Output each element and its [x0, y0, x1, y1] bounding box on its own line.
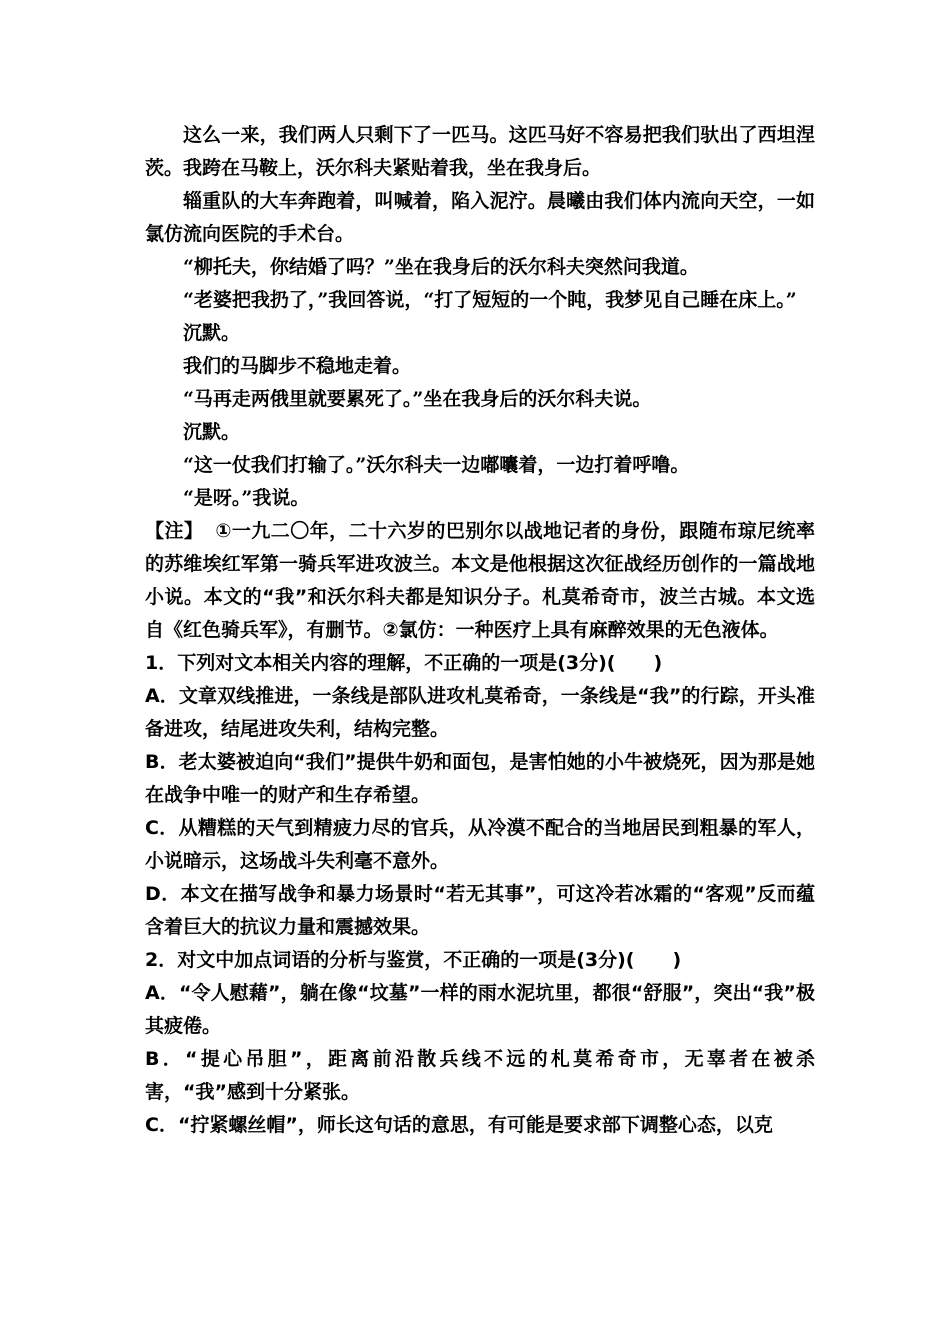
- question-option-c: C．“拧紧螺丝帽”，师长这句话的意思，有可能是要求部下调整心态，以克: [145, 1114, 773, 1136]
- question-option-b: B．老太婆被迫向“我们”提供牛奶和面包，是害怕她的小牛被烧死，因为那是她在战争中唯一的财产和生存希望。: [145, 751, 815, 806]
- story-paragraph: 我们的马脚步不稳地走着。: [183, 355, 412, 377]
- question-option-a: A．文章双线推进，一条线是部队进攻札莫希奇，一条线是“我”的行踪，开头准备进攻，结尾进攻失利，结构完整。: [145, 685, 815, 740]
- story-paragraph: 沉默。: [183, 421, 241, 443]
- footnote: [145, 515, 815, 647]
- story-paragraph: “马再走两俄里就要累死了。”坐在我身后的沃尔科夫说。: [183, 388, 652, 410]
- question-option-b: B．“提心吊胆”，距离前沿散兵线不远的札莫希奇市，无辜者在被杀害，“我”感到十分紧张。: [145, 1048, 815, 1103]
- story-paragraph: “这一仗我们打输了。”沃尔科夫一边嘟囔着，一边打着呼噜。: [183, 454, 690, 476]
- question-option-d: D．本文在描写战争和暴力场景时“若无其事”，可这冷若冰霜的“客观”反而蕴含着巨大的抗议力量和震撼效果。: [145, 883, 815, 938]
- question-2: [145, 944, 815, 1142]
- question-option-a: A．“令人慰藉”，躺在像“坟墓”一样的雨水泥坑里，都很“舒服”，突出“我”极其疲倦。: [145, 982, 815, 1037]
- question-1: [145, 647, 815, 944]
- story-paragraph: “柳托夫，你结婚了吗？”坐在我身后的沃尔科夫突然问我道。: [183, 256, 699, 278]
- story-excerpt: [145, 119, 815, 515]
- footnote-tag: 【注】: [145, 520, 204, 542]
- question-title: 1．下列对文本相关内容的理解，不正确的一项是(3分)( ): [145, 652, 663, 674]
- story-paragraph: 辎重队的大车奔跑着，叫喊着，陷入泥泞。晨曦由我们体内流向天空，一如氯仿流向医院的手术台。: [145, 190, 815, 245]
- footnote-text: ①一九二〇年，二十六岁的巴别尔以战地记者的身份，跟随布琼尼统率的苏维埃红军第一骑兵军进攻波兰。本文是他根据这次征战经历创作的一篇战地小说。本文的“我”和沃尔科夫都是知识分子。札莫希奇市，波兰古城。本文选自《红色骑兵军》，有删节。②氯仿：一种医疗上具有麻醉效果的无色液体。: [145, 520, 815, 641]
- story-paragraph: “是呀。”我说。: [183, 487, 310, 509]
- question-title: 2．对文中加点词语的分析与鉴赏，不正确的一项是(3分)( ): [145, 949, 682, 971]
- document-body: [145, 119, 815, 1142]
- story-paragraph: 沉默。: [183, 322, 241, 344]
- story-paragraph: 这么一来，我们两人只剩下了一匹马。这匹马好不容易把我们驮出了西坦涅茨。我跨在马鞍上，沃尔科夫紧贴着我，坐在我身后。: [145, 124, 815, 179]
- question-option-c: C．从糟糕的天气到精疲力尽的官兵，从冷漠不配合的当地居民到粗暴的军人，小说暗示，这场战斗失利毫不意外。: [145, 817, 815, 872]
- story-paragraph: “老婆把我扔了，”我回答说，“打了短短的一个盹，我梦见自己睡在床上。”: [183, 289, 797, 311]
